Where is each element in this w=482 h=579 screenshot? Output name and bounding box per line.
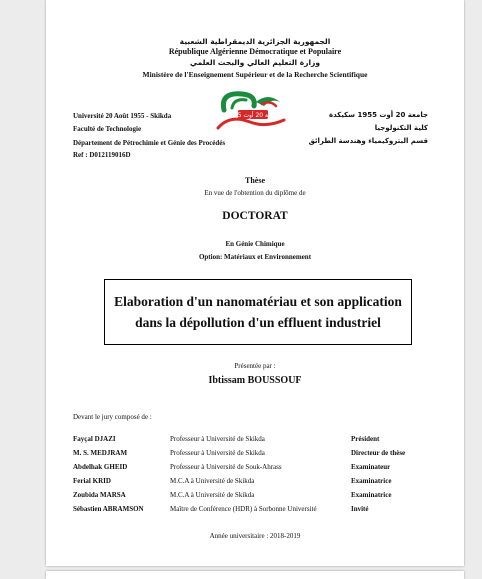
jury-row <box>73 463 433 476</box>
university-logo-icon <box>212 88 288 136</box>
university-name-ar: جامعة 20 أوت 1955 سكيكدة <box>328 111 428 119</box>
thesis-title-line1: Elaboration d'un nanomatériau et son application <box>114 294 402 309</box>
next-page-edge <box>46 571 464 579</box>
jury-row <box>73 435 433 448</box>
jury-member-title: Professeur à Université de Skikda <box>170 435 265 443</box>
jury-row <box>73 477 433 490</box>
author-name: Ibtissam BOUSSOUF <box>208 375 302 386</box>
jury-member-role: Directeur de thèse <box>351 449 406 457</box>
department-name-fr: Département de Pétrochimie et Génie des Procédés <box>73 139 226 147</box>
jury-row <box>73 505 433 518</box>
degree-option: Option: Matériaux et Environnement <box>198 253 312 261</box>
logo-arabic-text: جامعة 20 أوت 1955 <box>226 112 280 119</box>
jury-member-name: Abdelhak GHEID <box>73 463 128 471</box>
degree-field: En Génie Chimique <box>225 240 285 248</box>
thesis-type: Thèse <box>245 176 265 185</box>
jury-member-name: Fayçal DJAZI <box>73 435 116 443</box>
header-french-ministry: Ministère de l'Enseignement Supérieur et de la Recherche Scientifique <box>142 70 368 79</box>
jury-member-role: Examinatrice <box>351 477 392 485</box>
degree-title: DOCTORAT <box>222 210 288 222</box>
thesis-purpose: En vue de l'obtention du diplôme de <box>204 189 306 197</box>
header-arabic-republic: الجمهورية الجزائرية الديمقراطية الشعبية <box>179 37 331 46</box>
academic-year: Année universitaire : 2018-2019 <box>209 532 301 540</box>
jury-member-title: M.C.A à Université de Skikda <box>170 477 255 485</box>
jury-member-role: Examinateur <box>351 463 391 471</box>
document-page <box>46 0 464 566</box>
jury-row <box>73 491 433 504</box>
reference-number: Ref : D012119016D <box>73 151 131 159</box>
header-arabic-ministry: وزارة التعليم العالي والبحث العلمي <box>189 58 321 67</box>
header-french-republic: République Algérienne Démocratique et Populaire <box>168 47 342 56</box>
jury-row <box>73 449 433 462</box>
faculty-name-ar: كلية التكنولوجيا <box>374 124 428 132</box>
presented-by-label: Présentée par : <box>234 362 276 370</box>
jury-member-title: M.C.A à Université de Skikda <box>170 491 255 499</box>
jury-member-role: Président <box>351 435 380 443</box>
jury-member-title: Professeur à Université de Souk-Ahrass <box>170 463 282 471</box>
jury-member-role: Invité <box>351 505 369 513</box>
thesis-title-box <box>104 279 412 345</box>
jury-member-name: M. S. MEDJRAM <box>73 449 128 457</box>
jury-member-title: Maître de Conférence (HDR) à Sorbonne Université <box>170 505 317 513</box>
jury-intro: Devant le jury composé de : <box>73 413 152 421</box>
university-name-fr: Université 20 Août 1955 - Skikda <box>73 112 172 120</box>
jury-member-role: Examinatrice <box>351 491 392 499</box>
thesis-title-line2: dans la dépollution d'un effluent industriel <box>135 315 381 330</box>
department-name-ar: قسم البتروكيمياء وهندسة الطرائق <box>308 137 428 145</box>
jury-member-title: Professeur à Université de Skikda <box>170 449 265 457</box>
faculty-name-fr: Faculté de Technologie <box>73 125 142 133</box>
jury-member-name: Ferial KRID <box>73 477 111 485</box>
jury-member-name: Zoubida MARSA <box>73 491 126 499</box>
jury-member-name: Sébastien ABRAMSON <box>73 505 144 513</box>
